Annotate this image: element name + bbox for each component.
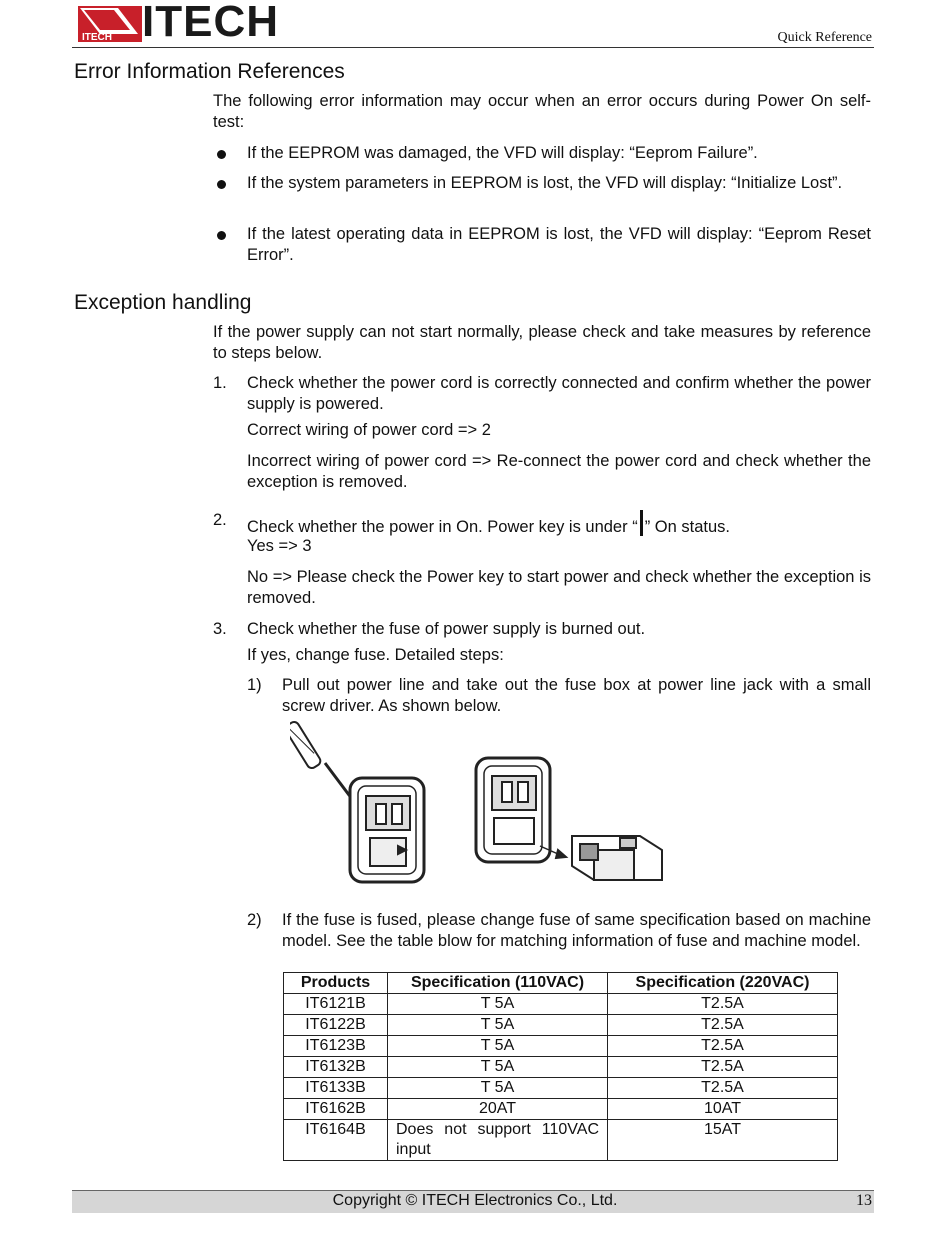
step-2: 2. Check whether the power in On. Power key is under “ ” On status. xyxy=(213,511,730,536)
table-row: IT6121B T 5A T2.5A xyxy=(284,994,838,1015)
exception-intro: If the power supply can not start normally, please check and take measures by reference to steps below. xyxy=(213,323,871,362)
bullet-item: If the system parameters in EEPROM is lost, the VFD will display: “Initialize Lost”. xyxy=(213,173,871,194)
bullet-dot-icon xyxy=(217,231,226,240)
header-section-title: Quick Reference xyxy=(777,30,872,45)
footer-copyright: Copyright © ITECH Electronics Co., Ltd. xyxy=(332,1192,618,1209)
step-2-no: No => Please check the Power key to start power and check whether the exception is removed. xyxy=(247,568,871,607)
fuse-box-illustration xyxy=(290,718,670,893)
column-header: Products xyxy=(284,973,388,994)
column-header: Specification (220VAC) xyxy=(608,973,838,994)
bullet-item: If the latest operating data in EEPROM is lost, the VFD will display: “Eeprom Reset Error”. xyxy=(213,224,871,266)
table-row: IT6123B T 5A T2.5A xyxy=(284,1036,838,1057)
logo-flag-icon xyxy=(78,4,142,44)
page-number: 13 xyxy=(856,1192,872,1209)
step-3-sub-1: 1) Pull out power line and take out the fuse box at power line jack with a small screw driver. As shown below. xyxy=(247,676,871,715)
power-socket-icon xyxy=(350,778,424,882)
table-header-row xyxy=(284,973,838,994)
step-1: 1. Check whether the power cord is correctly connected and confirm whether the power supply is powered. xyxy=(213,374,871,413)
step-1-incorrect: Incorrect wiring of power cord => Re-connect the power cord and check whether the exception is removed. xyxy=(247,452,871,491)
table-row: IT6133B T 5A T2.5A xyxy=(284,1078,838,1099)
power-socket-open-icon xyxy=(476,758,550,862)
bullet-item: If the EEPROM was damaged, the VFD will display: “Eeprom Failure”. xyxy=(213,143,871,164)
step-3-sub-2: 2) If the fuse is fused, please change fuse of same specification based on machine model. See the table blow for matching information of fuse and machine model. xyxy=(247,911,871,950)
bullet-dot-icon xyxy=(217,150,226,159)
power-on-symbol-icon xyxy=(640,510,643,536)
bullet-dot-icon xyxy=(217,180,226,189)
table-row: IT6162B 20AT 10AT xyxy=(284,1099,838,1120)
logo-wordmark: ITECH xyxy=(142,0,279,46)
fuse-spec-table xyxy=(283,972,838,1161)
table-row: IT6122B T 5A T2.5A xyxy=(284,1015,838,1036)
step-3-if-yes: If yes, change fuse. Detailed steps: xyxy=(247,646,504,664)
section-title-error-info: Error Information References xyxy=(74,60,345,83)
table-row: IT6164B Does not support 110VAC input 15AT xyxy=(284,1120,838,1161)
error-info-intro: The following error information may occur when an error occurs during Power On self-test: xyxy=(213,92,871,131)
table-row: IT6132B T 5A T2.5A xyxy=(284,1057,838,1078)
section-title-exception: Exception handling xyxy=(74,291,252,314)
step-1-correct: Correct wiring of power cord => 2 xyxy=(247,421,491,439)
header-divider xyxy=(72,47,874,48)
fuse-drawer-icon xyxy=(572,836,662,880)
column-header: Specification (110VAC) xyxy=(388,973,608,994)
svg-text:ITECH: ITECH xyxy=(82,32,112,43)
step-2-yes: Yes => 3 xyxy=(247,537,312,555)
step-3: 3. Check whether the fuse of power supply is burned out. xyxy=(213,620,646,638)
